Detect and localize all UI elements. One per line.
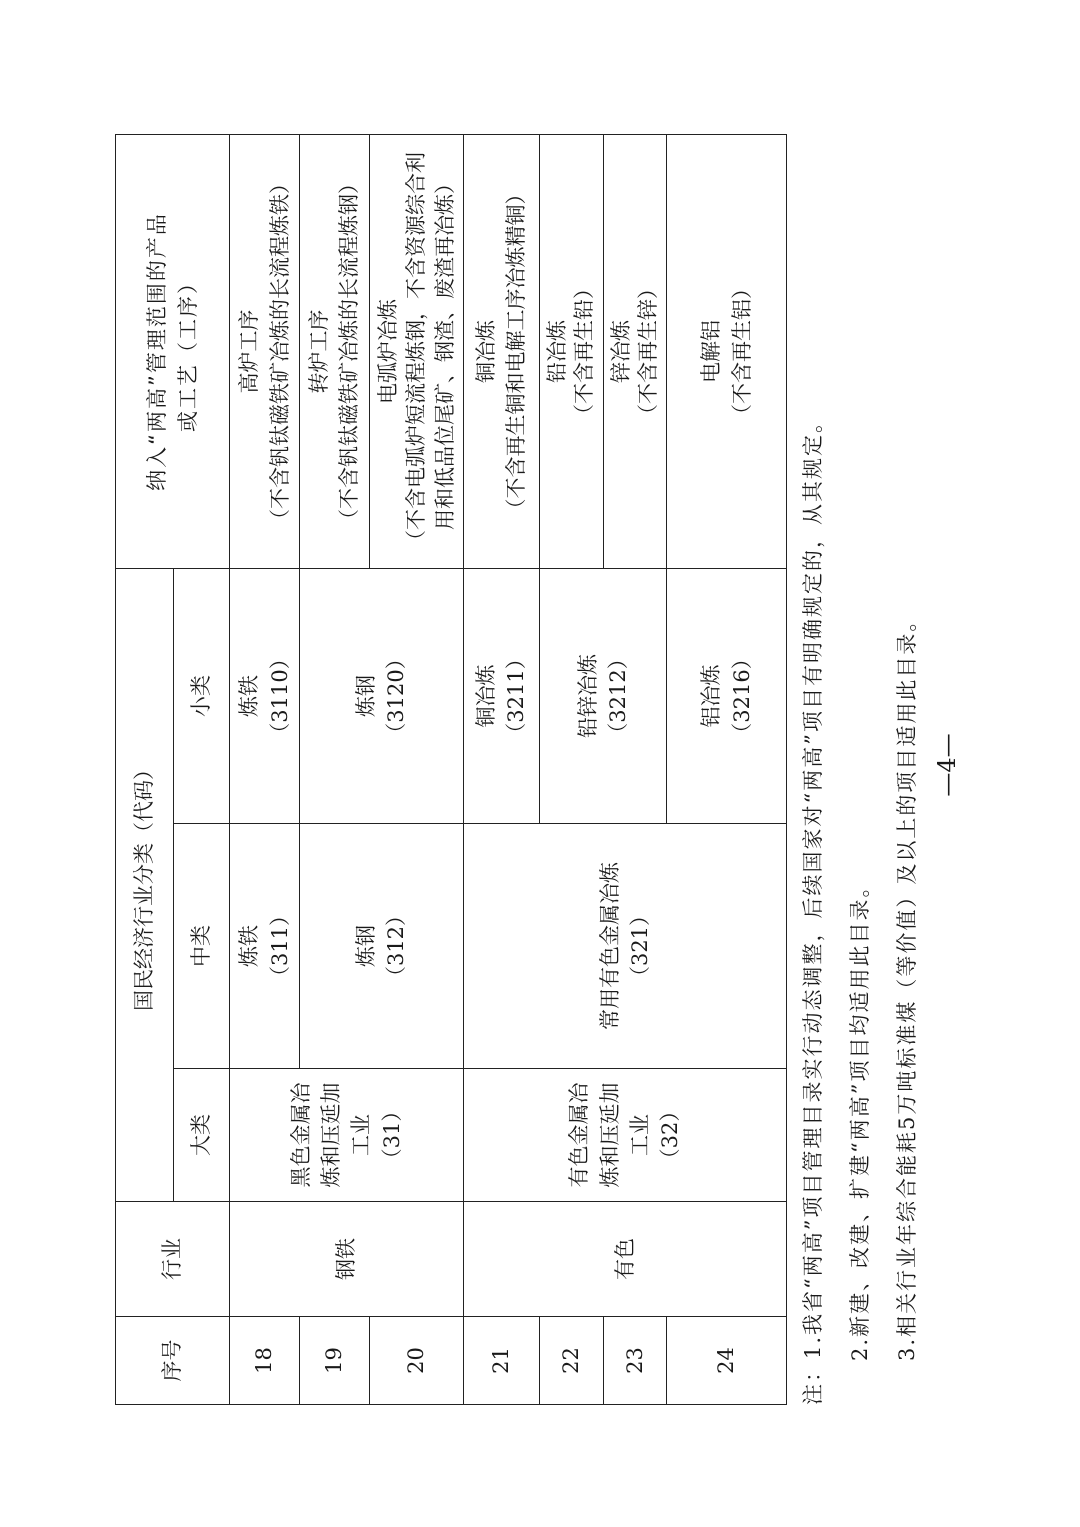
major-class-ferrous: 黑色金属冶 炼和压延加 工业 （31）	[230, 1069, 464, 1202]
row-product: 锌冶炼 （不含再生锌）	[603, 134, 667, 568]
minor-class-leadzinc: 铅锌冶炼 （3212）	[539, 568, 666, 823]
header-classification: 国民经济行业分类（代码）	[116, 568, 174, 1201]
minor-class-copper: 铜冶炼 （3211）	[463, 568, 539, 823]
medium-class-steel: 炼钢 （312）	[300, 824, 464, 1069]
table-row	[230, 134, 300, 1404]
row-seq: 20	[369, 1317, 463, 1405]
page-number: —4—	[933, 733, 961, 797]
row-seq: 21	[463, 1317, 539, 1405]
header-industry: 行业	[116, 1202, 230, 1317]
medium-class-iron: 炼铁 （311）	[230, 824, 300, 1069]
header-minor: 小类	[174, 568, 230, 823]
industry-nonferrous: 有色	[463, 1202, 786, 1317]
medium-class-common: 常用有色金属冶炼 （321）	[463, 824, 786, 1069]
note-line-2: 2.新建、改建、扩建“两高”项目均适用此目录。	[848, 874, 872, 1361]
row-product: 高炉工序 （不含钒钛磁铁矿冶炼的长流程炼铁）	[230, 134, 300, 568]
row-product: 铅冶炼 （不含再生铅）	[539, 134, 603, 568]
header-seq: 序号	[116, 1317, 230, 1405]
row-product: 铜冶炼 （不含再生铜和电解工序冶炼精铜）	[463, 134, 539, 568]
header-row-1	[116, 134, 174, 1404]
note-line-3: 3.相关行业年综合能耗5万吨标准煤（等价值）及以上的项目适用此目录。	[895, 608, 919, 1361]
rotated-page	[115, 125, 1075, 1405]
two-high-catalog-table	[115, 134, 787, 1405]
row-seq: 18	[230, 1317, 300, 1405]
header-medium: 中类	[174, 824, 230, 1069]
row-seq: 23	[603, 1317, 667, 1405]
row-product: 电解铝 （不含再生铝）	[667, 134, 787, 568]
industry-steel: 钢铁	[230, 1202, 464, 1317]
row-product: 转炉工序 （不含钒钛磁铁矿冶炼的长流程炼钢）	[300, 134, 370, 568]
major-class-nonferrous: 有色金属冶 炼和压延加 工业 （32）	[463, 1069, 786, 1202]
minor-class-iron: 炼铁 （3110）	[230, 568, 300, 823]
table-row	[463, 134, 539, 1404]
note-line-1: 注：1.我省“两高”项目管理目录实行动态调整，后续国家对“两高”项目有明确规定的，从其规定。	[801, 410, 825, 1405]
row-product: 电弧炉冶炼 （不含电弧炉短流程炼钢，不含资源综合利 用和低品位尾矿、钢渣、废渣再冶炼）	[369, 134, 463, 568]
minor-class-steel: 炼钢 （3120）	[300, 568, 464, 823]
row-seq: 24	[667, 1317, 787, 1405]
minor-class-aluminum: 铝冶炼 （3216）	[667, 568, 787, 823]
row-seq: 19	[300, 1317, 370, 1405]
header-products: 纳入“两高”管理范围的产品 或工艺（工序）	[116, 134, 230, 568]
row-seq: 22	[539, 1317, 603, 1405]
notes	[790, 135, 931, 1405]
header-major: 大类	[174, 1069, 230, 1202]
